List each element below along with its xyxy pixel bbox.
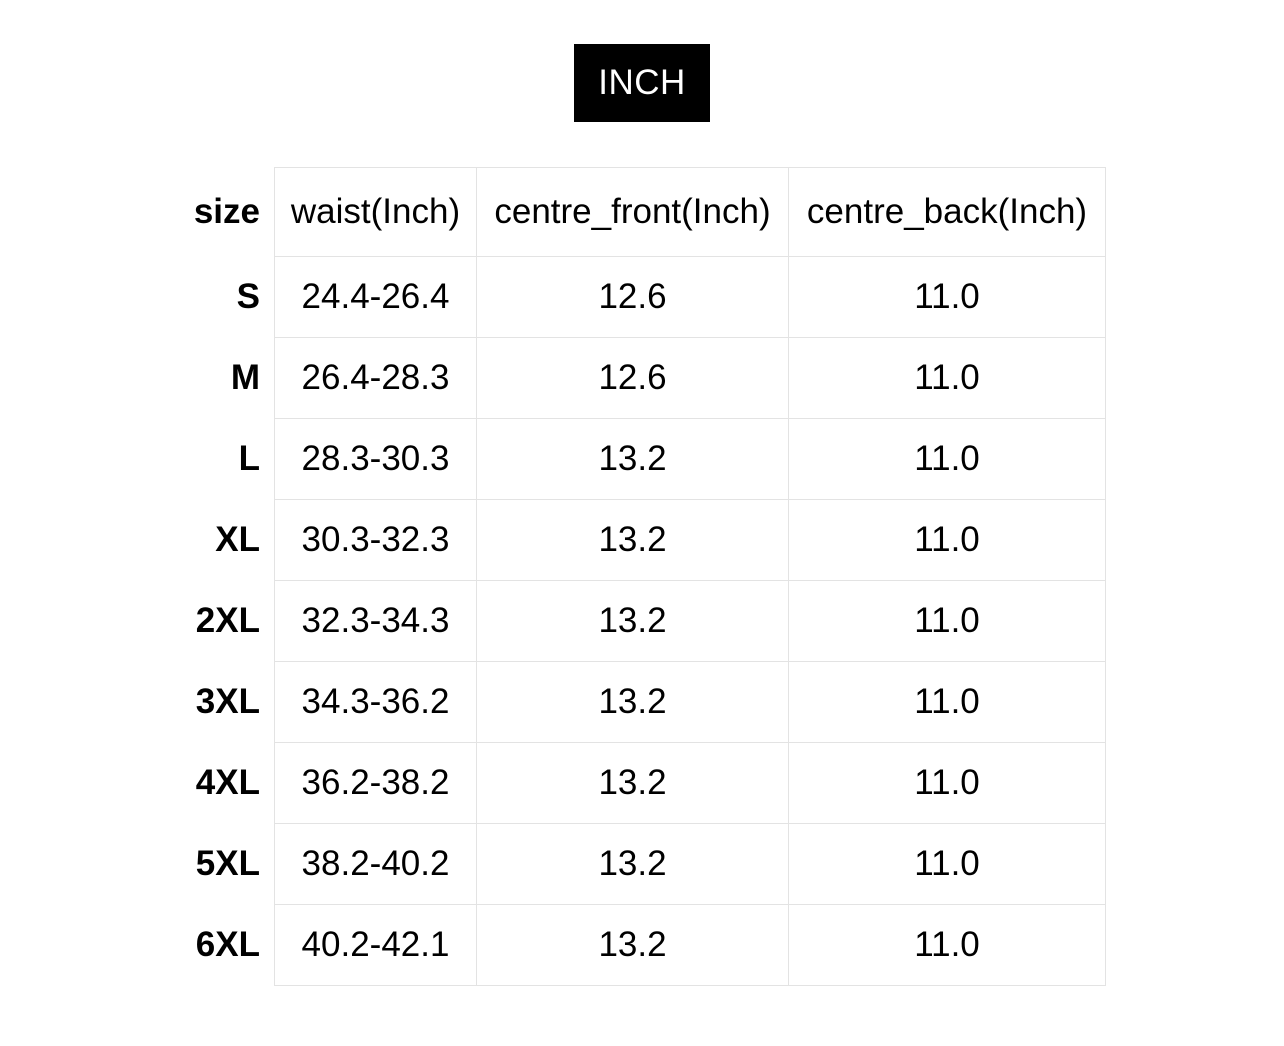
size-chart-table xyxy=(178,167,1106,986)
table-row xyxy=(178,419,1106,500)
table-row xyxy=(178,905,1106,986)
size-table-container xyxy=(0,167,1284,986)
cell-centre-front: 12.6 xyxy=(477,338,789,419)
table-header-row xyxy=(178,168,1106,257)
table-row xyxy=(178,338,1106,419)
row-header-size: M xyxy=(230,358,260,397)
row-header-size: 5XL xyxy=(195,844,260,883)
cell-centre-back: 11.0 xyxy=(789,500,1106,581)
cell-waist: 32.3-34.3 xyxy=(275,581,477,662)
column-header-waist: waist(Inch) xyxy=(275,168,477,257)
table-row xyxy=(178,500,1106,581)
table-row xyxy=(178,581,1106,662)
cell-centre-front: 13.2 xyxy=(477,824,789,905)
cell-waist: 28.3-30.3 xyxy=(275,419,477,500)
cell-centre-front: 13.2 xyxy=(477,581,789,662)
size-chart-page xyxy=(0,44,1284,1046)
cell-centre-back: 11.0 xyxy=(789,905,1106,986)
cell-waist: 34.3-36.2 xyxy=(275,662,477,743)
table-body xyxy=(178,257,1106,986)
table-row xyxy=(178,743,1106,824)
row-header-size: 2XL xyxy=(195,601,260,640)
cell-centre-back: 11.0 xyxy=(789,419,1106,500)
row-header-size: 6XL xyxy=(195,925,260,964)
column-header-centre-front: centre_front(Inch) xyxy=(477,168,789,257)
cell-centre-back: 11.0 xyxy=(789,581,1106,662)
cell-centre-back: 11.0 xyxy=(789,662,1106,743)
unit-badge: INCH xyxy=(574,44,710,122)
cell-centre-front: 13.2 xyxy=(477,743,789,824)
table-row xyxy=(178,662,1106,743)
cell-centre-front: 13.2 xyxy=(477,662,789,743)
table-row xyxy=(178,824,1106,905)
cell-waist: 40.2-42.1 xyxy=(275,905,477,986)
cell-centre-back: 11.0 xyxy=(789,743,1106,824)
unit-badge-container xyxy=(0,44,1284,122)
cell-centre-front: 13.2 xyxy=(477,905,789,986)
cell-centre-front: 13.2 xyxy=(477,419,789,500)
column-header-size: size xyxy=(193,192,260,231)
cell-centre-front: 13.2 xyxy=(477,500,789,581)
row-header-size: S xyxy=(236,277,260,316)
table-header xyxy=(178,168,1106,257)
cell-waist: 24.4-26.4 xyxy=(275,257,477,338)
cell-waist: 26.4-28.3 xyxy=(275,338,477,419)
cell-centre-back: 11.0 xyxy=(789,338,1106,419)
cell-waist: 30.3-32.3 xyxy=(275,500,477,581)
column-header-centre-back: centre_back(Inch) xyxy=(789,168,1106,257)
cell-centre-front: 12.6 xyxy=(477,257,789,338)
cell-centre-back: 11.0 xyxy=(789,824,1106,905)
row-header-size: L xyxy=(238,439,260,478)
cell-centre-back: 11.0 xyxy=(789,257,1106,338)
cell-waist: 36.2-38.2 xyxy=(275,743,477,824)
cell-waist: 38.2-40.2 xyxy=(275,824,477,905)
table-row xyxy=(178,257,1106,338)
row-header-size: 4XL xyxy=(195,763,260,802)
row-header-size: XL xyxy=(215,520,260,559)
row-header-size: 3XL xyxy=(195,682,260,721)
